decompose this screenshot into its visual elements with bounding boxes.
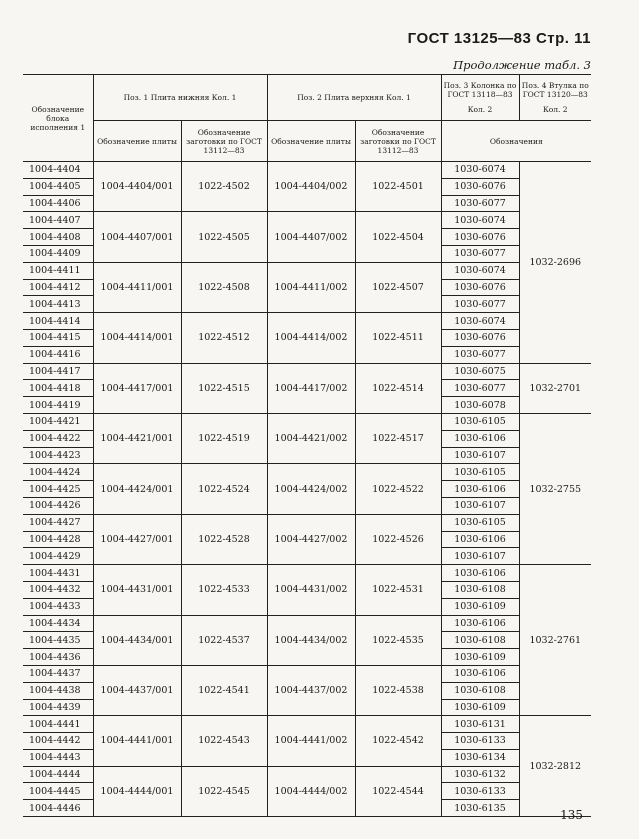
upper-blank-designation: 1022-4514 (355, 363, 441, 413)
block-designation: 1004-4436 (23, 649, 93, 666)
column-designation: 1030-6134 (441, 749, 519, 766)
upper-plate-designation: 1004-4417/002 (267, 363, 355, 413)
block-designation: 1004-4406 (23, 195, 93, 212)
column-designation: 1030-6106 (441, 481, 519, 498)
block-designation: 1004-4412 (23, 279, 93, 296)
table-row (23, 162, 591, 179)
lower-plate-designation: 1004-4404/001 (93, 162, 181, 212)
lower-plate-designation: 1004-4431/001 (93, 565, 181, 615)
table-row (23, 766, 591, 783)
upper-plate-designation: 1004-4437/002 (267, 665, 355, 715)
block-designation: 1004-4435 (23, 632, 93, 649)
block-designation: 1004-4408 (23, 229, 93, 246)
header-pos4-kol: Кол. 2 (542, 105, 568, 114)
column-designation: 1030-6133 (441, 783, 519, 800)
lower-blank-designation: 1022-4545 (181, 766, 267, 816)
column-designation: 1030-6132 (441, 766, 519, 783)
lower-blank-designation: 1022-4524 (181, 464, 267, 514)
block-designation: 1004-4426 (23, 497, 93, 514)
table-row (23, 212, 591, 229)
block-designation: 1004-4423 (23, 447, 93, 464)
lower-plate-designation: 1004-4407/001 (93, 212, 181, 262)
column-designation: 1030-6107 (441, 548, 519, 565)
upper-blank-designation: 1022-4517 (355, 413, 441, 463)
header-blank-designation-1: Обозначение заготовки по ГОСТ 13112—83 (181, 121, 267, 162)
block-designation: 1004-4418 (23, 380, 93, 397)
header-pos3 (441, 75, 519, 121)
column-designation: 1030-6105 (441, 413, 519, 430)
column-designation: 1030-6106 (441, 615, 519, 632)
block-designation: 1004-4428 (23, 531, 93, 548)
table-row (23, 464, 591, 481)
column-designation: 1030-6074 (441, 212, 519, 229)
header-pos3-kol: Кол. 2 (467, 105, 493, 114)
header-designations: Обозначения (441, 121, 591, 162)
block-designation: 1004-4439 (23, 699, 93, 716)
column-designation: 1030-6131 (441, 716, 519, 733)
block-designation: 1004-4404 (23, 162, 93, 179)
column-designation: 1030-6077 (441, 346, 519, 363)
block-designation: 1004-4419 (23, 397, 93, 414)
lower-plate-designation: 1004-4427/001 (93, 514, 181, 564)
table-row (23, 262, 591, 279)
column-designation: 1030-6109 (441, 649, 519, 666)
header-block-designation: Обозначение блока исполнения 1 (23, 75, 93, 162)
block-designation: 1004-4421 (23, 413, 93, 430)
table-row (23, 615, 591, 632)
table-row (23, 514, 591, 531)
block-designation: 1004-4411 (23, 262, 93, 279)
block-designation: 1004-4417 (23, 363, 93, 380)
upper-blank-designation: 1022-4501 (355, 162, 441, 212)
column-designation: 1030-6108 (441, 632, 519, 649)
column-designation: 1030-6106 (441, 430, 519, 447)
lower-plate-designation: 1004-4417/001 (93, 363, 181, 413)
table-body (23, 162, 591, 817)
column-designation: 1030-6074 (441, 162, 519, 179)
page-number: 135 (560, 808, 583, 822)
block-designation: 1004-4432 (23, 581, 93, 598)
lower-blank-designation: 1022-4508 (181, 262, 267, 312)
header-pos3-title: Поз. 3 Колонка по ГОСТ 13118—83 (443, 81, 517, 99)
lower-blank-designation: 1022-4515 (181, 363, 267, 413)
upper-plate-designation: 1004-4431/002 (267, 565, 355, 615)
upper-blank-designation: 1022-4538 (355, 665, 441, 715)
block-designation: 1004-4438 (23, 682, 93, 699)
upper-plate-designation: 1004-4427/002 (267, 514, 355, 564)
bushing-designation: 1032-2696 (519, 162, 591, 364)
page-header: ГОСТ 13125—83 Стр. 11 (407, 30, 591, 47)
bushing-designation: 1032-2701 (519, 363, 591, 413)
lower-blank-designation: 1022-4541 (181, 665, 267, 715)
lower-plate-designation: 1004-4441/001 (93, 716, 181, 766)
lower-plate-designation: 1004-4437/001 (93, 665, 181, 715)
upper-blank-designation: 1022-4535 (355, 615, 441, 665)
block-designation: 1004-4444 (23, 766, 93, 783)
block-designation: 1004-4443 (23, 749, 93, 766)
block-designation: 1004-4415 (23, 329, 93, 346)
column-designation: 1030-6076 (441, 279, 519, 296)
continuation-label: Продолжение табл. 3 (453, 58, 591, 72)
column-designation: 1030-6105 (441, 514, 519, 531)
upper-plate-designation: 1004-4424/002 (267, 464, 355, 514)
column-designation: 1030-6107 (441, 447, 519, 464)
block-designation: 1004-4416 (23, 346, 93, 363)
lower-blank-designation: 1022-4543 (181, 716, 267, 766)
lower-plate-designation: 1004-4444/001 (93, 766, 181, 816)
block-designation: 1004-4425 (23, 481, 93, 498)
upper-plate-designation: 1004-4421/002 (267, 413, 355, 463)
table-row (23, 665, 591, 682)
upper-plate-designation: 1004-4441/002 (267, 716, 355, 766)
table-row (23, 716, 591, 733)
column-designation: 1030-6133 (441, 733, 519, 750)
block-designation: 1004-4413 (23, 296, 93, 313)
block-designation: 1004-4445 (23, 783, 93, 800)
upper-blank-designation: 1022-4522 (355, 464, 441, 514)
lower-blank-designation: 1022-4505 (181, 212, 267, 262)
block-designation: 1004-4433 (23, 598, 93, 615)
parts-table (23, 74, 591, 817)
lower-blank-designation: 1022-4528 (181, 514, 267, 564)
header-pos4-title: Поз. 4 Втулка по ГОСТ 13120—83 (521, 81, 589, 99)
column-designation: 1030-6108 (441, 581, 519, 598)
upper-plate-designation: 1004-4411/002 (267, 262, 355, 312)
table-row (23, 313, 591, 330)
bushing-designation: 1032-2761 (519, 565, 591, 716)
lower-blank-designation: 1022-4512 (181, 313, 267, 363)
lower-blank-designation: 1022-4537 (181, 615, 267, 665)
column-designation: 1030-6077 (441, 380, 519, 397)
column-designation: 1030-6106 (441, 665, 519, 682)
upper-blank-designation: 1022-4511 (355, 313, 441, 363)
header-plate-designation-1: Обозначение плиты (93, 121, 181, 162)
header-pos2: Поз. 2 Плита верхняя Кол. 1 (267, 75, 441, 121)
lower-blank-designation: 1022-4533 (181, 565, 267, 615)
block-designation: 1004-4414 (23, 313, 93, 330)
upper-plate-designation: 1004-4407/002 (267, 212, 355, 262)
block-designation: 1004-4429 (23, 548, 93, 565)
column-designation: 1030-6076 (441, 329, 519, 346)
column-designation: 1030-6107 (441, 497, 519, 514)
upper-blank-designation: 1022-4504 (355, 212, 441, 262)
upper-blank-designation: 1022-4507 (355, 262, 441, 312)
column-designation: 1030-6077 (441, 296, 519, 313)
column-designation: 1030-6075 (441, 363, 519, 380)
block-designation: 1004-4424 (23, 464, 93, 481)
block-designation: 1004-4437 (23, 665, 93, 682)
lower-plate-designation: 1004-4434/001 (93, 615, 181, 665)
column-designation: 1030-6074 (441, 313, 519, 330)
lower-plate-designation: 1004-4411/001 (93, 262, 181, 312)
column-designation: 1030-6074 (441, 262, 519, 279)
block-designation: 1004-4442 (23, 733, 93, 750)
column-designation: 1030-6077 (441, 245, 519, 262)
block-designation: 1004-4434 (23, 615, 93, 632)
header-pos4 (519, 75, 591, 121)
upper-plate-designation: 1004-4404/002 (267, 162, 355, 212)
block-designation: 1004-4446 (23, 800, 93, 817)
header-plate-designation-2: Обозначение плиты (267, 121, 355, 162)
lower-plate-designation: 1004-4414/001 (93, 313, 181, 363)
upper-blank-designation: 1022-4531 (355, 565, 441, 615)
header-blank-designation-2: Обозначение заготовки по ГОСТ 13112—83 (355, 121, 441, 162)
bushing-designation: 1032-2755 (519, 413, 591, 564)
column-designation: 1030-6106 (441, 531, 519, 548)
upper-plate-designation: 1004-4434/002 (267, 615, 355, 665)
bushing-designation: 1032-2812 (519, 716, 591, 817)
block-designation: 1004-4427 (23, 514, 93, 531)
column-designation: 1030-6076 (441, 178, 519, 195)
column-designation: 1030-6105 (441, 464, 519, 481)
block-designation: 1004-4407 (23, 212, 93, 229)
block-designation: 1004-4409 (23, 245, 93, 262)
upper-plate-designation: 1004-4444/002 (267, 766, 355, 816)
block-designation: 1004-4405 (23, 178, 93, 195)
block-designation: 1004-4441 (23, 716, 93, 733)
column-designation: 1030-6077 (441, 195, 519, 212)
upper-blank-designation: 1022-4542 (355, 716, 441, 766)
lower-blank-designation: 1022-4502 (181, 162, 267, 212)
lower-plate-designation: 1004-4421/001 (93, 413, 181, 463)
upper-blank-designation: 1022-4544 (355, 766, 441, 816)
column-designation: 1030-6135 (441, 800, 519, 817)
column-designation: 1030-6106 (441, 565, 519, 582)
column-designation: 1030-6078 (441, 397, 519, 414)
upper-blank-designation: 1022-4526 (355, 514, 441, 564)
column-designation: 1030-6076 (441, 229, 519, 246)
column-designation: 1030-6108 (441, 682, 519, 699)
table-row (23, 363, 591, 380)
lower-blank-designation: 1022-4519 (181, 413, 267, 463)
block-designation: 1004-4431 (23, 565, 93, 582)
table-row (23, 413, 591, 430)
column-designation: 1030-6109 (441, 699, 519, 716)
upper-plate-designation: 1004-4414/002 (267, 313, 355, 363)
header-pos1: Поз. 1 Плита нижняя Кол. 1 (93, 75, 267, 121)
table-row (23, 565, 591, 582)
column-designation: 1030-6109 (441, 598, 519, 615)
block-designation: 1004-4422 (23, 430, 93, 447)
lower-plate-designation: 1004-4424/001 (93, 464, 181, 514)
